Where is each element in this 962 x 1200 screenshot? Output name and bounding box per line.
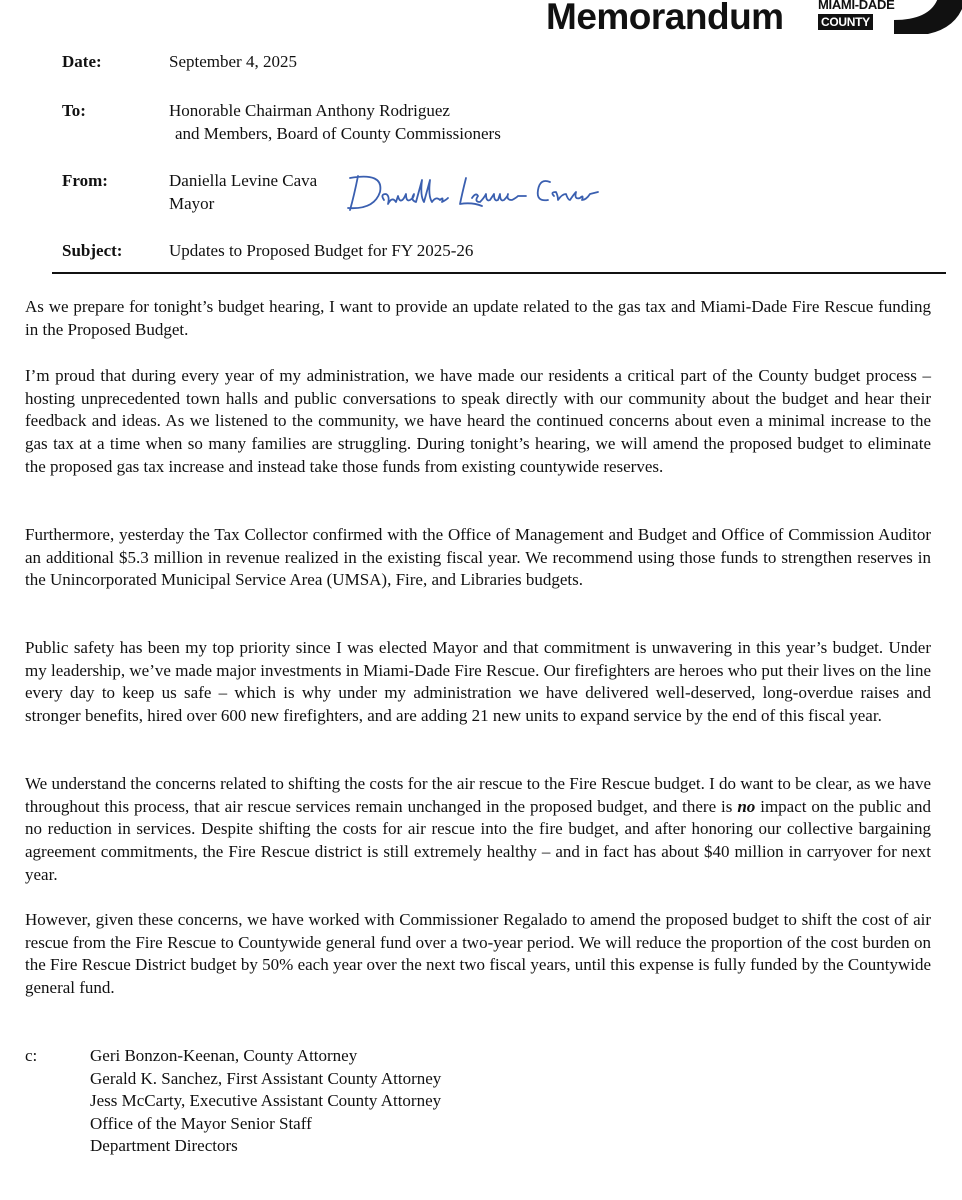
to-label: To: [62, 101, 86, 120]
paragraph-1: As we prepare for tonight’s budget hearing, I want to provide an update related to the gas tax and Miami-Dade Fire Rescue funding in the Proposed Budget. [25, 297, 931, 339]
logo-swoosh-icon [894, 0, 962, 36]
paragraph-4: Public safety has been my top priority since I was elected Mayor and that commitment is unwavering in this year’s budget. Under my leadership, we’ve made major investments in Miami-Dade Fire Rescue. Our firefighters are heroes who put their lives on the line every day to keep us safe – which is why under my administration we have delivered well-deserved, long-overdue raises and stronger benefits, hired over 600 new firefighters, and are adding 21 new units to expand service by the end of this fiscal year. [25, 638, 931, 726]
cc-list [90, 1045, 441, 1158]
logo-text-miami-dade: MIAMI-DADE [818, 0, 895, 12]
paragraph-5 [25, 773, 931, 887]
cc-recipient: Office of the Mayor Senior Staff [90, 1113, 312, 1133]
paragraph-5-emphasis: no [737, 796, 756, 816]
to-line-2: and Members, Board of County Commissioners [175, 124, 501, 143]
subject-value: Updates to Proposed Budget for FY 2025-26 [169, 241, 474, 260]
paragraph-5-part-2: impact on the public and no reduction in services. Despite shifting the costs for air rescue into the fire budget, and after honoring our collective bargaining agreement commitments, the Fire Rescue district is still extremely healthy – and in fact has about $40 million in carryover for next year. [25, 796, 931, 884]
memo-title: Memorandum [546, 0, 784, 37]
date-value: September 4, 2025 [169, 52, 297, 71]
paragraph-3: Furthermore, yesterday the Tax Collector confirmed with the Office of Management and Budget and Office of Commission Auditor an additional $5.3 million in revenue realized in the existing fiscal year. We recommend using those funds to strengthen reserves in the Unincorporated Municipal Service Area (UMSA), Fire, and Libraries budgets. [25, 525, 931, 590]
logo-text-county: COUNTY [818, 14, 873, 30]
county-logo [818, 0, 962, 36]
cc-recipient: Jess McCarty, Executive Assistant County Attorney [90, 1091, 442, 1110]
date-label: Date: [62, 52, 102, 71]
cc-recipient: Geri Bonzon-Keenan, County Attorney [90, 1046, 358, 1065]
from-name: Daniella Levine Cava [169, 171, 318, 190]
memo-header [540, 0, 962, 44]
from-title: Mayor [169, 194, 215, 213]
cc-recipient: Gerald K. Sanchez, First Assistant County Attorney [90, 1068, 442, 1088]
paragraph-2: I’m proud that during every year of my administration, we have made our residents a critical part of the County budget process – hosting unprecedented town halls and public conversations to speak directly with our community about the budget and hear their feedback and ideas. As we listened to the community, we have heard the continued concerns about even a minimal increase to the gas tax at a time when so many families are struggling. During tonight’s hearing, we will amend the proposed budget to eliminate the proposed gas tax increase and instead take those funds from existing countywide reserves. [25, 366, 931, 476]
to-line-1: Honorable Chairman Anthony Rodriguez [169, 101, 450, 120]
signature-image [344, 166, 604, 218]
cc-recipient: Department Directors [90, 1136, 238, 1155]
from-label: From: [62, 171, 108, 190]
header-divider [52, 272, 946, 274]
cc-label: c: [25, 1046, 38, 1065]
paragraph-6: However, given these concerns, we have worked with Commissioner Regalado to amend the proposed budget to shift the cost of air rescue from the Fire Rescue to Countywide general fund over a two-year period. We will reduce the proportion of the cost burden on the Fire Rescue District budget by 50% each year over the next two fiscal years, until this expense is fully funded by the Countywide general fund. [25, 910, 931, 998]
subject-label: Subject: [62, 241, 123, 260]
paragraph-5-part-1: We understand the concerns related to shifting the costs for the air rescue to the Fire Rescue budget. I do want to be clear, as we have throughout this process, that air rescue services remain unchanged in the proposed budget, and there is [25, 774, 931, 816]
